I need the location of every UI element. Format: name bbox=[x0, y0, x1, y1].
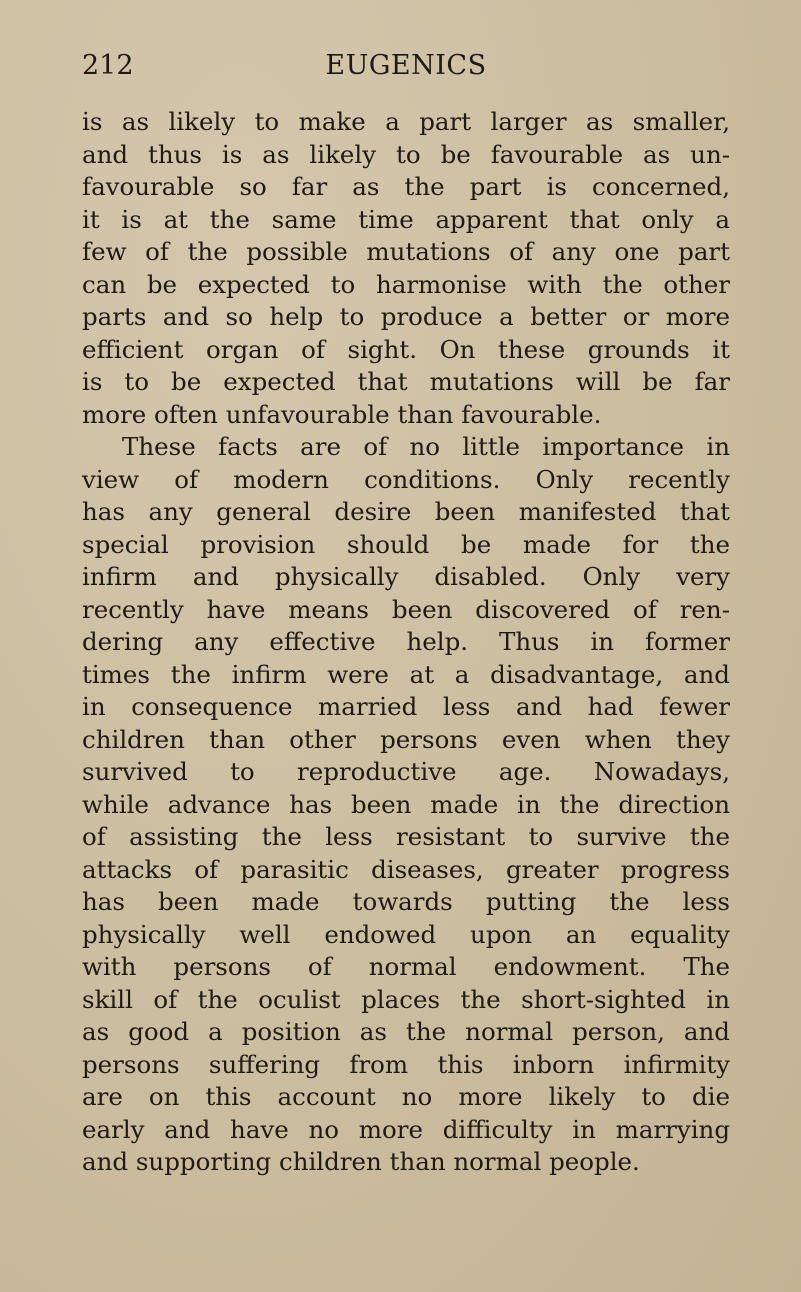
text-line: has been made towards putting the less bbox=[82, 887, 730, 916]
text-line: and supporting children than normal people. bbox=[82, 1147, 640, 1176]
text-line: skill of the oculist places the short-sighted in bbox=[82, 984, 730, 1014]
running-head bbox=[82, 48, 730, 84]
text-line: as good a position as the normal person, and bbox=[82, 1017, 730, 1046]
text-line: view of modern conditions. Only recently bbox=[82, 464, 730, 494]
body-text bbox=[82, 106, 730, 1179]
text-line: These facts are of no little importance in bbox=[122, 432, 730, 461]
text-line: is to be expected that mutations will be far bbox=[82, 367, 730, 396]
text-line: can be expected to harmonise with the other bbox=[82, 269, 730, 299]
text-line: early and have no more difficulty in marrying bbox=[82, 1114, 730, 1144]
text-line: it is at the same time apparent that only a bbox=[82, 204, 730, 234]
text-line: physically well endowed upon an equality bbox=[82, 919, 730, 949]
text-line: while advance has been made in the direction bbox=[82, 789, 730, 819]
text-line: are on this account no more likely to die bbox=[82, 1082, 730, 1111]
text-line: few of the possible mutations of any one part bbox=[82, 237, 730, 266]
text-line: persons suffering from this inborn infirmity bbox=[82, 1049, 730, 1079]
text-line: recently have means been discovered of ren- bbox=[82, 594, 730, 624]
text-line: of assisting the less resistant to survive the bbox=[82, 822, 730, 851]
paragraph bbox=[82, 431, 730, 1179]
text-line: is as likely to make a part larger as smaller, bbox=[82, 107, 730, 136]
text-line: infirm and physically disabled. Only very bbox=[82, 562, 730, 591]
text-line: children than other persons even when they bbox=[82, 724, 730, 754]
text-line: and thus is as likely to be favourable as un- bbox=[82, 139, 730, 169]
running-title: EUGENICS bbox=[325, 50, 487, 81]
text-line: in consequence married less and had fewer bbox=[82, 692, 730, 721]
text-line: attacks of parasitic diseases, greater progress bbox=[82, 854, 730, 884]
paragraph bbox=[82, 106, 730, 431]
text-line: survived to reproductive age. Nowadays, bbox=[82, 757, 730, 786]
text-line: parts and so help to produce a better or more bbox=[82, 302, 730, 331]
page-number: 212 bbox=[82, 50, 134, 81]
text-line: special provision should be made for the bbox=[82, 529, 730, 559]
text-line: dering any effective help. Thus in former bbox=[82, 627, 730, 656]
text-line: times the infirm were at a disadvantage, and bbox=[82, 659, 730, 689]
text-line: with persons of normal endowment. The bbox=[82, 952, 730, 981]
text-line: favourable so far as the part is concerned, bbox=[82, 172, 730, 201]
text-line: more often unfavourable than favourable. bbox=[82, 399, 602, 429]
text-line: has any general desire been manifested that bbox=[82, 497, 730, 526]
text-line: efficient organ of sight. On these grounds it bbox=[82, 334, 730, 364]
